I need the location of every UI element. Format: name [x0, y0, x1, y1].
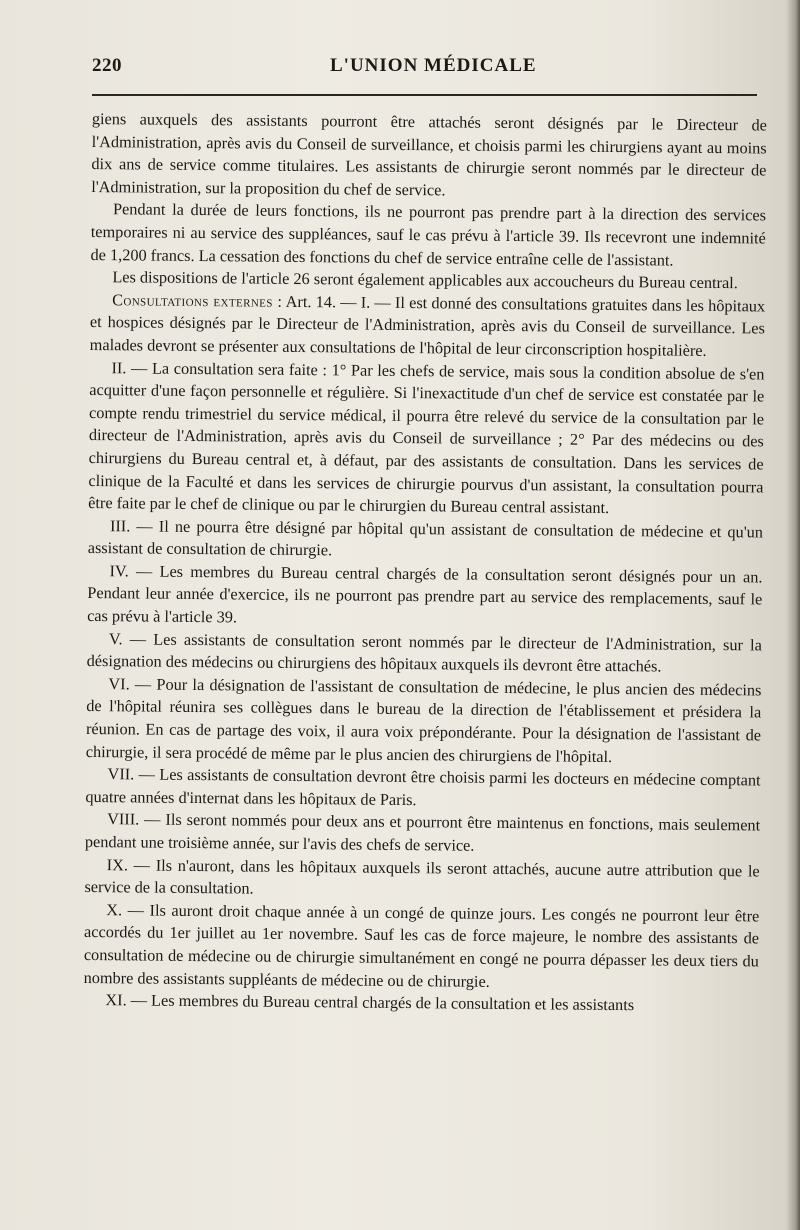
paragraph: III. — Il ne pourra être désigné par hôpital qu'un assistant de consultation de médecine et qu'un assistant de consultation de chirurgie.: [87, 515, 764, 560]
paragraph: IV. — Les membres du Bureau central chargés de la consultation seront désignés pour un an. Pendant leur année d'exercice, ils ne pourront pas prendre part au service des remplacements, sauf le cas prévu à l'article 39.: [87, 561, 763, 627]
running-title: L'UNION MÉDICALE: [330, 55, 537, 76]
paragraph: VI. — Pour la désignation de l'assistant de consultation de médecine, le plus ancien des médecins de l'hôpital réunira ses collègues dans le bureau de la direction de l'établissement et présidera la réunion. En cas de partage des voix, il aura voix prépondérante. Pour la désignation de l'assistant de chirurgie, il sera procédé de même par le plus ancien des chirurgiens de l'hôpital.: [85, 674, 762, 766]
paragraph: X. — Ils auront droit chaque année à un congé de quinze jours. Les congés ne pourront leur être accordés du 1er juillet au 1er novembre. Sauf les cas de force majeure, le nombre des assistants de consultation de médecine ou de chirurgie simultanément en congé ne pourra dépasser les deux tiers du nombre des assistants suppléants de médecine ou de chirurgie.: [83, 899, 760, 991]
section-heading: Consultations externes :: [112, 289, 283, 311]
paragraph: Pendant la durée de leurs fonctions, ils ne pourront pas prendre part à la direction des services temporaires ni au service des suppléances, sauf le cas prévu à l'article 39. Ils recevront une indemnité de 1,200 francs. La cessation des fonctions du chef de service entraîne celle de l'assistant.: [90, 199, 767, 270]
paragraph: IX. — Ils n'auront, dans les hôpitaux auxquels ils seront attachés, aucune autre attribution que le service de la consultation.: [84, 854, 760, 898]
paragraph: XI. — Les membres du Bureau central chargés de la consultation et les assistants: [105, 990, 635, 1015]
paragraph: V. — Les assistants de consultation seront nommés par le directeur de l'Administration, sur la désignation des médecins ou chirurgiens des hôpitaux auxquels ils devront être attachés.: [86, 628, 762, 676]
body-text: [83, 108, 767, 1018]
header-rule: [92, 94, 757, 96]
page-number: 220: [92, 55, 122, 76]
paragraph-text: Art. 14. — I. — Il est donné des consultations gratuites dans les hôpitaux et hospices désignés par le Directeur de l'Administration, après avis du Conseil de surveillance. Les malades devront se présenter aux consultations de l'hôpital de leur circonscription hospitalière.: [89, 291, 766, 360]
paragraph: Les dispositions de l'article 26 seront également applicables aux accoucheurs du Bureau central.: [112, 267, 738, 293]
page-edge-shadow: [786, 0, 800, 1230]
page-header: [92, 55, 762, 91]
paragraph: VIII. — Ils seront nommés pour deux ans et pourront être maintenus en fonctions, mais seulement pendant une troisième année, sur l'avis des chefs de service.: [84, 809, 761, 855]
paragraph: VII. — Les assistants de consultation devront être choisis parmi les docteurs en médecine comptant quatre années d'internat dans les hôpitaux de Paris.: [85, 764, 761, 809]
paragraph-continuation: giens auxquels des assistants pourront être attachés seront désignés par le Directeur de l'Administration, après avis du Conseil de surveillance, et choisis parmi les chirurgiens ayant au moins dix ans de service comme titulaires. Les assistants de chirurgie seront nommés par le directeur de l'Administration, sur la proposition du chef de service.: [91, 108, 767, 200]
paragraph: II. — La consultation sera faite : 1° Par les chefs de service, mais sous la condition absolue de s'en acquitter d'une façon personnelle et régulière. Si l'inexactitude d'un chef de service est constatée par le compte rendu trimestriel du service médical, il pourra être relevé du service de la consultation par le directeur de l'Administration, après avis du Conseil de surveillance ; 2° Par des médecins ou des chirurgiens du Bureau central et, à défaut, par des assistants de consultation. Dans les services de clinique de la Faculté et dans les services de chirurgie pourvus d'un assistant, la consultation pourra être faite par le chef de clinique ou par le chirurgien du Bureau central assistant.: [88, 357, 765, 518]
paragraph-consultations-externes: [90, 289, 766, 363]
